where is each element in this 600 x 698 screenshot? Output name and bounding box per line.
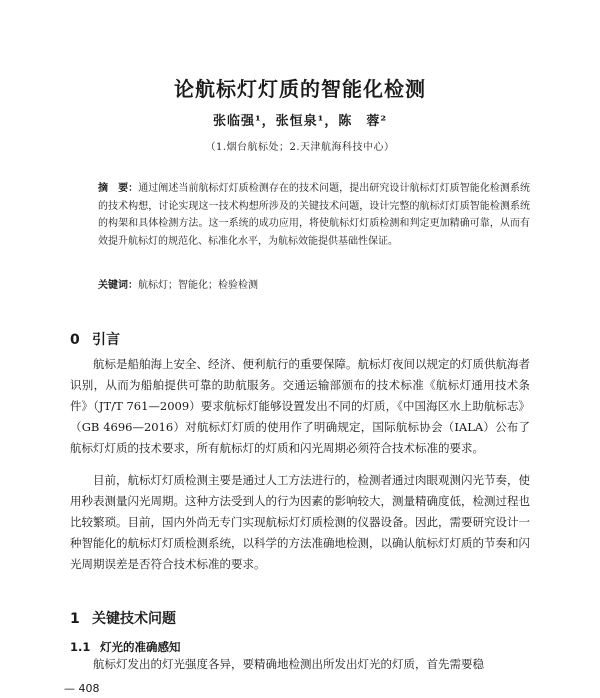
page-number: — 408	[64, 682, 100, 695]
section-heading-intro	[70, 329, 120, 349]
abstract-label: 摘 要：	[98, 183, 139, 194]
keywords-text: 航标灯；智能化；检验检测	[138, 280, 258, 291]
section-number: 1	[70, 611, 80, 627]
intro-paragraph-2: 目前，航标灯灯质检测主要是通过人工方法进行的，检测者通过肉眼观测闪光节奏，使用秒表测量闪光周期。这种方法受到人的行为因素的影响较大，测量精确度低，检测过程也比较繁琐。目前，国内外尚无专门实现航标灯灯质检测的仪器设备。因此，需要研究设计一种智能化的航标灯灯质检测系统，以科学的方法准确地检测，以确认航标灯灯质的节奏和闪光周期误差是否符合技术标准的要求。	[70, 473, 530, 571]
section-title: 关键技术问题	[92, 611, 176, 627]
paper-affiliation: （1.烟台航标处；2.天津航海科技中心）	[205, 142, 395, 153]
intro-paragraph-1: 航标是船舶海上安全、经济、便利航行的重要保障。航标灯夜间以规定的灯质供航海者识别，从而为船舶提供可靠的助航服务。交通运输部颁布的技术标准《航标灯通用技术条件》（JT/T 761—2009）要求航标灯能够设置发出不同的灯质，《中国海区水上助航标志》（GB 4696—2016）对航标灯灯质的使用作了明确规定，国际航标协会（IALA）公布了航标灯灯质的技术要求，所有航标灯的灯质和闪光周期必须符合技术标准的要求。	[70, 357, 530, 455]
paper-title: 论航标灯灯质的智能化检测	[174, 77, 426, 101]
keywords-block	[98, 277, 530, 294]
abstract-text: 通过阐述当前航标灯灯质检测存在的技术问题，提出研究设计航标灯灯质智能化检测系统的技术构想，讨论实现这一技术构想所涉及的关键技术问题，设计完整的航标灯灯质智能检测系统的构架和具体检测方法。这一系统的成功应用，将使航标灯灯质检测和判定更加精确可靠，从而有效提升航标灯的规范化、标准化水平，为航标效能提供基础性保证。	[98, 183, 531, 247]
section-heading-key-tech	[70, 608, 176, 628]
subsection-paragraph-1: 航标灯发出的灯光强度各异，要精确地检测出所发出灯光的灯质，首先需要稳	[93, 657, 484, 671]
subsection-heading-light-sensing	[70, 639, 181, 655]
abstract-block	[98, 180, 530, 250]
section-title: 引言	[92, 332, 120, 348]
subsection-number: 1.1	[70, 640, 91, 654]
keywords-label: 关键词：	[98, 280, 138, 291]
paper-authors: 张临强¹，张恒泉¹，陈 蓉²	[212, 114, 388, 129]
subsection-title: 灯光的准确感知	[100, 640, 181, 654]
section-number: 0	[70, 332, 80, 348]
